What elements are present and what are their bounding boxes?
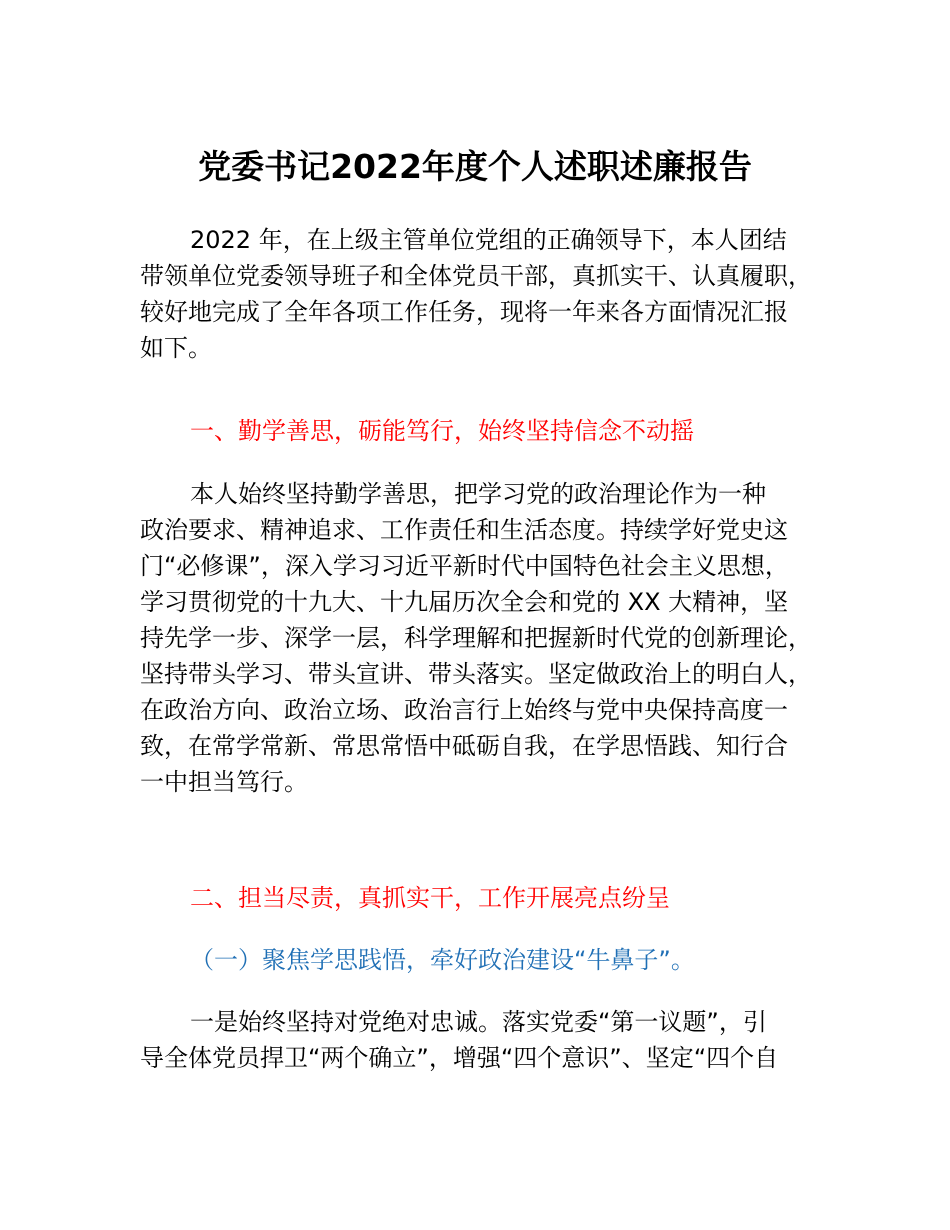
section-heading-1-text: 一、勤学善思，砺能笃行，始终坚持信念不动摇: [190, 417, 694, 445]
section-heading-1: [140, 413, 840, 449]
section1-line: 本人始终坚持勤学善思，把学习党的政治理论作为一种: [190, 480, 766, 508]
section1-paragraph: [140, 476, 840, 800]
intro-line: 如下。: [140, 334, 212, 362]
section1-line: 学习贯彻党的十九大、十九届历次全会和党的 XX 大精神，坚: [140, 588, 789, 616]
section1-line: 在政治方向、政治立场、政治言行上始终与党中央保持高度一: [140, 696, 788, 724]
subsection1-line: 一是始终坚持对党绝对忠诚。落实党委“第一议题”，引: [190, 1008, 767, 1036]
intro-line: 较好地完成了全年各项工作任务，现将一年来各方面情况汇报: [140, 298, 788, 326]
section1-line: 一中担当笃行。: [140, 768, 308, 796]
section-heading-2: [140, 880, 840, 916]
document-title: 党委书记2022年度个人述职述廉报告: [198, 147, 752, 186]
section1-line: 政治要求、精神追求、工作责任和生活态度。持续学好党史这: [140, 516, 788, 544]
section1-line: 持先学一步、深学一层，科学理解和把握新时代党的创新理论，: [140, 624, 812, 652]
subsection-heading-1: [140, 942, 840, 978]
intro-line: 带领单位党委领导班子和全体党员干部，真抓实干、认真履职，: [140, 262, 812, 290]
subsection1-paragraph: [140, 1004, 840, 1076]
section1-line: 致，在常学常新、常思常悟中砥砺自我，在学思悟践、知行合: [140, 732, 788, 760]
subsection-heading-1-text: （一）聚焦学思践悟，牵好政治建设“牛鼻子”。: [190, 946, 695, 974]
intro-paragraph: [140, 222, 840, 366]
subsection1-line: 导全体党员捍卫“两个确立”，增强“四个意识”、坚定“四个自: [140, 1044, 779, 1072]
section-heading-2-text: 二、担当尽责，真抓实干，工作开展亮点纷呈: [190, 884, 670, 912]
section1-line: 门“必修课”，深入学习习近平新时代中国特色社会主义思想，: [140, 552, 789, 580]
intro-line: 2022 年，在上级主管单位党组的正确领导下，本人团结: [190, 226, 787, 254]
section1-line: 坚持带头学习、带头宣讲、带头落实。坚定做政治上的明白人，: [140, 660, 812, 688]
